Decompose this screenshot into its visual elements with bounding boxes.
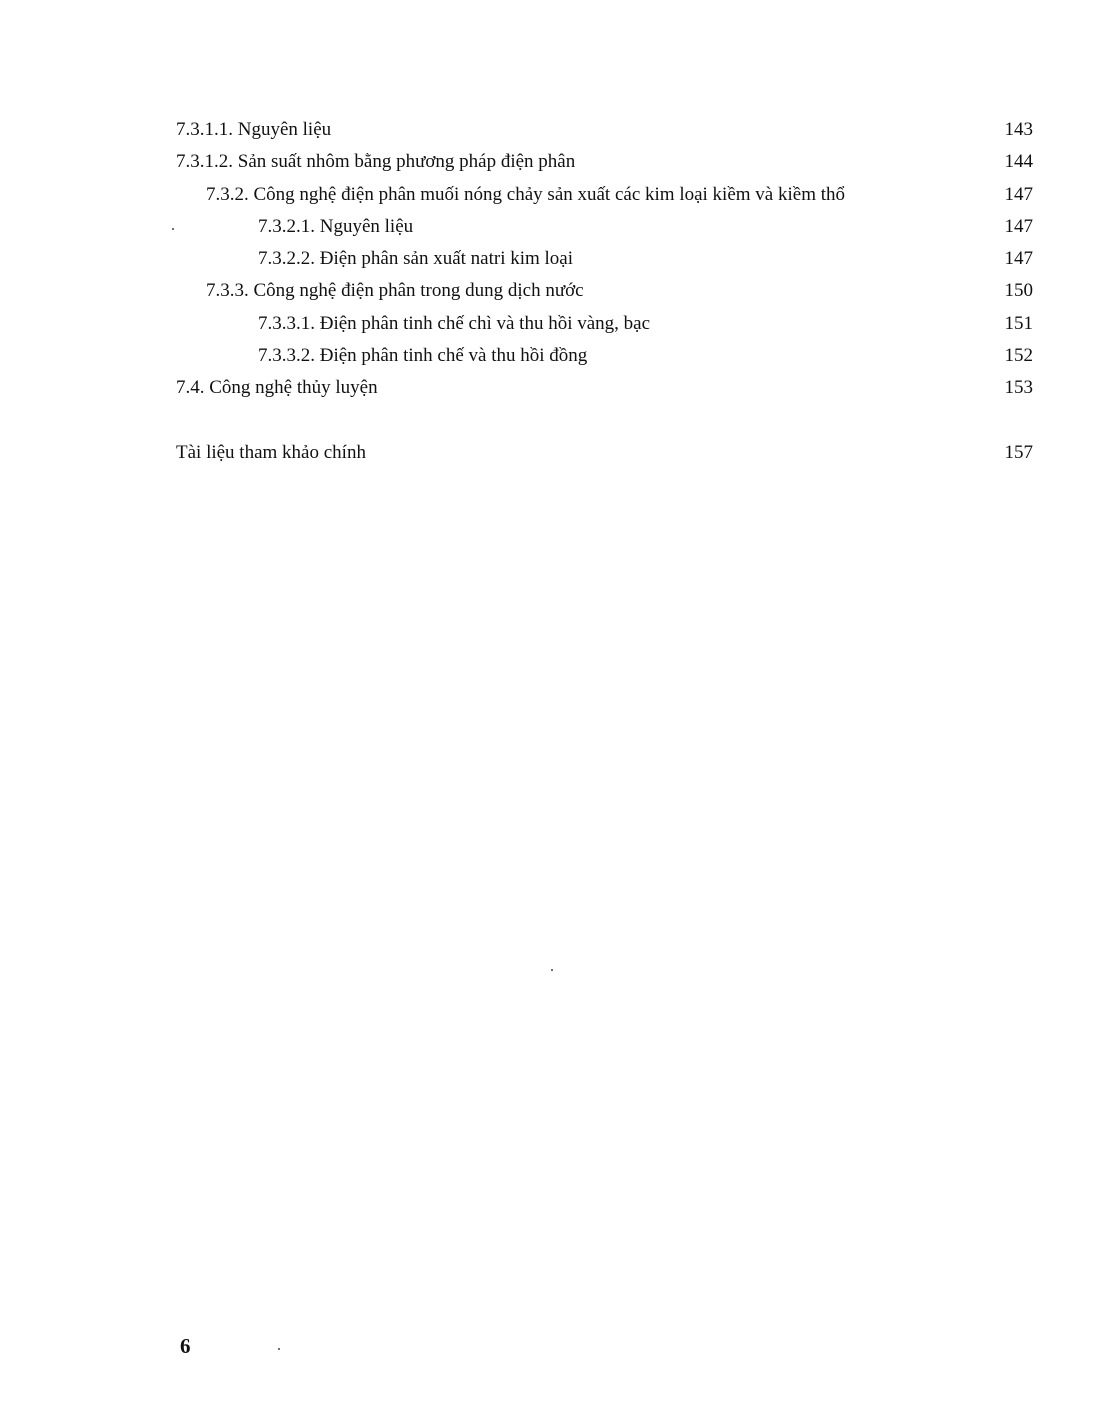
toc-entry-title: 7.3.2.2. Điện phân sản xuất natri kim loại: [258, 248, 574, 270]
scan-speck: [278, 1348, 280, 1350]
page-number: 6: [180, 1334, 191, 1358]
toc-entry-page: 143: [1004, 119, 1033, 140]
toc-entry-title: 7.3.1.1. Nguyên liệu: [176, 119, 332, 140]
toc-entry-page: 153: [1004, 377, 1033, 399]
toc-entry-page: 147: [1004, 183, 1033, 205]
table-of-contents: [0, 114, 1097, 469]
toc-spacer: [0, 405, 1097, 437]
toc-entry-title: 7.3.2.1. Nguyên liệu: [258, 215, 414, 237]
toc-entry-page: 150: [1004, 280, 1033, 302]
toc-entry-title: 7.3.3. Công nghệ điện phân trong dung dịch nước: [206, 280, 584, 302]
toc-entry-title: 7.3.3.1. Điện phân tinh chế chì và thu hồi vàng, bạc: [258, 312, 651, 334]
scan-speck: [172, 228, 174, 230]
toc-row: [0, 308, 1097, 340]
toc-row: [0, 146, 1097, 178]
toc-entry-title: 7.3.2. Công nghệ điện phân muối nóng chảy sản xuất các kim loại kiềm và kiềm thổ: [206, 183, 846, 205]
toc-row: [0, 372, 1097, 404]
toc-entry-title: 7.4. Công nghệ thủy luyện: [176, 377, 378, 399]
toc-row: [0, 340, 1097, 372]
toc-row: [0, 211, 1097, 243]
toc-entry-page: 147: [1004, 215, 1033, 237]
toc-entry-title: 7.3.1.2. Sản suất nhôm bằng phương pháp điện phân: [176, 151, 576, 173]
toc-entry-title: 7.3.3.2. Điện phân tinh chế và thu hồi đồng: [258, 345, 588, 367]
scan-speck: [551, 969, 553, 971]
toc-row: [0, 243, 1097, 275]
toc-entry-page: 151: [1004, 312, 1033, 334]
toc-row: [0, 179, 1097, 211]
toc-entry-page: 147: [1004, 248, 1033, 270]
toc-row: [0, 275, 1097, 307]
toc-entry-page: 144: [1004, 151, 1033, 173]
toc-row: [0, 114, 1097, 146]
references-title: Tài liệu tham khảo chính: [176, 441, 366, 463]
toc-row-references: [0, 437, 1097, 469]
references-page: 157: [1004, 441, 1033, 463]
toc-entry-page: 152: [1004, 345, 1033, 367]
